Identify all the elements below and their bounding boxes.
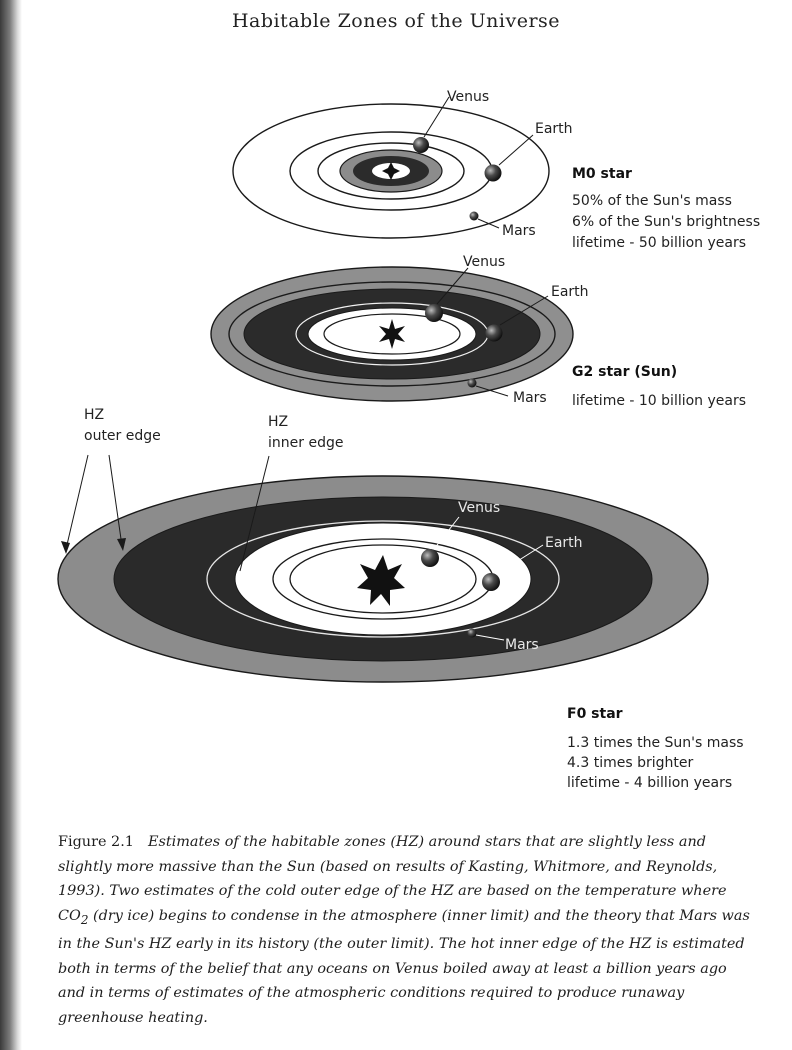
hz-outer-label-title: HZ <box>84 407 105 423</box>
caption-text-part2: (dry ice) begins to condense in the atmosphere (inner limit) and the theory that Mars was in the Sun's HZ early in its history (the outer limit). The hot inner edge of the HZ is estimated both in terms of the belief that any oceans on Venus boiled away at least a billion years ago and in terms of estimates of the atmospheric conditions required to produce runaway greenhouse heating. <box>58 907 750 1027</box>
figure-number: Figure 2.1 <box>58 834 134 850</box>
g2-star-title: G2 star (Sun) <box>572 364 678 380</box>
f0-fact-brightness: 4.3 times brighter <box>567 755 694 771</box>
m0-earth-pointer <box>499 135 533 165</box>
hz-inner-label-subtitle: inner edge <box>268 435 344 451</box>
m0-earth-label: Earth <box>535 121 573 137</box>
m0-venus-pointer <box>424 97 449 137</box>
g2-mars-label: Mars <box>513 390 547 406</box>
m0-star-title: M0 star <box>572 166 632 182</box>
f0-fact-mass: 1.3 times the Sun's mass <box>567 735 744 751</box>
m0-star-diagram <box>233 89 760 251</box>
g2-fact-lifetime: lifetime - 10 billion years <box>572 393 747 409</box>
g2-earth-planet <box>486 325 503 342</box>
m0-fact-lifetime: lifetime - 50 billion years <box>572 235 747 251</box>
hz-outer-pointer-1 <box>66 455 88 549</box>
g2-mars-planet <box>468 379 477 388</box>
f0-venus-label: Venus <box>458 500 501 516</box>
f0-fact-lifetime: lifetime - 4 billion years <box>567 775 733 791</box>
m0-mars-label: Mars <box>502 223 536 239</box>
f0-earth-label: Earth <box>545 535 583 551</box>
m0-venus-label: Venus <box>447 89 490 105</box>
f0-star-title: F0 star <box>567 706 623 722</box>
g2-earth-label: Earth <box>551 284 589 300</box>
m0-earth-planet <box>485 165 502 182</box>
caption-text-part1: Estimates of the habitable zones (HZ) around stars that are slightly less and slightly more massive than the Sun (based on results of Kasting, Whitmore, and Reynolds, 1993). Two estimates of the cold outer edge of the HZ are based on the temperature where CO <box>58 834 727 924</box>
f0-star-diagram <box>58 476 744 791</box>
m0-venus-planet <box>413 137 429 153</box>
g2-venus-planet <box>425 304 443 322</box>
m0-mars-planet <box>470 212 479 221</box>
caption-subscript: 2 <box>80 912 89 927</box>
hz-inner-label-title: HZ <box>268 414 289 430</box>
figure-caption <box>58 830 758 1031</box>
hz-outer-label-subtitle: outer edge <box>84 428 161 444</box>
f0-venus-planet <box>421 549 439 567</box>
f0-mars-planet <box>468 629 477 638</box>
m0-fact-mass: 50% of the Sun's mass <box>572 193 732 209</box>
f0-mars-label: Mars <box>505 637 539 653</box>
g2-star-diagram <box>211 254 746 409</box>
page-heading: Habitable Zones of the Universe <box>231 10 561 32</box>
f0-earth-planet <box>482 573 500 591</box>
m0-fact-brightness: 6% of the Sun's brightness <box>572 214 761 230</box>
g2-venus-label: Venus <box>463 254 506 270</box>
